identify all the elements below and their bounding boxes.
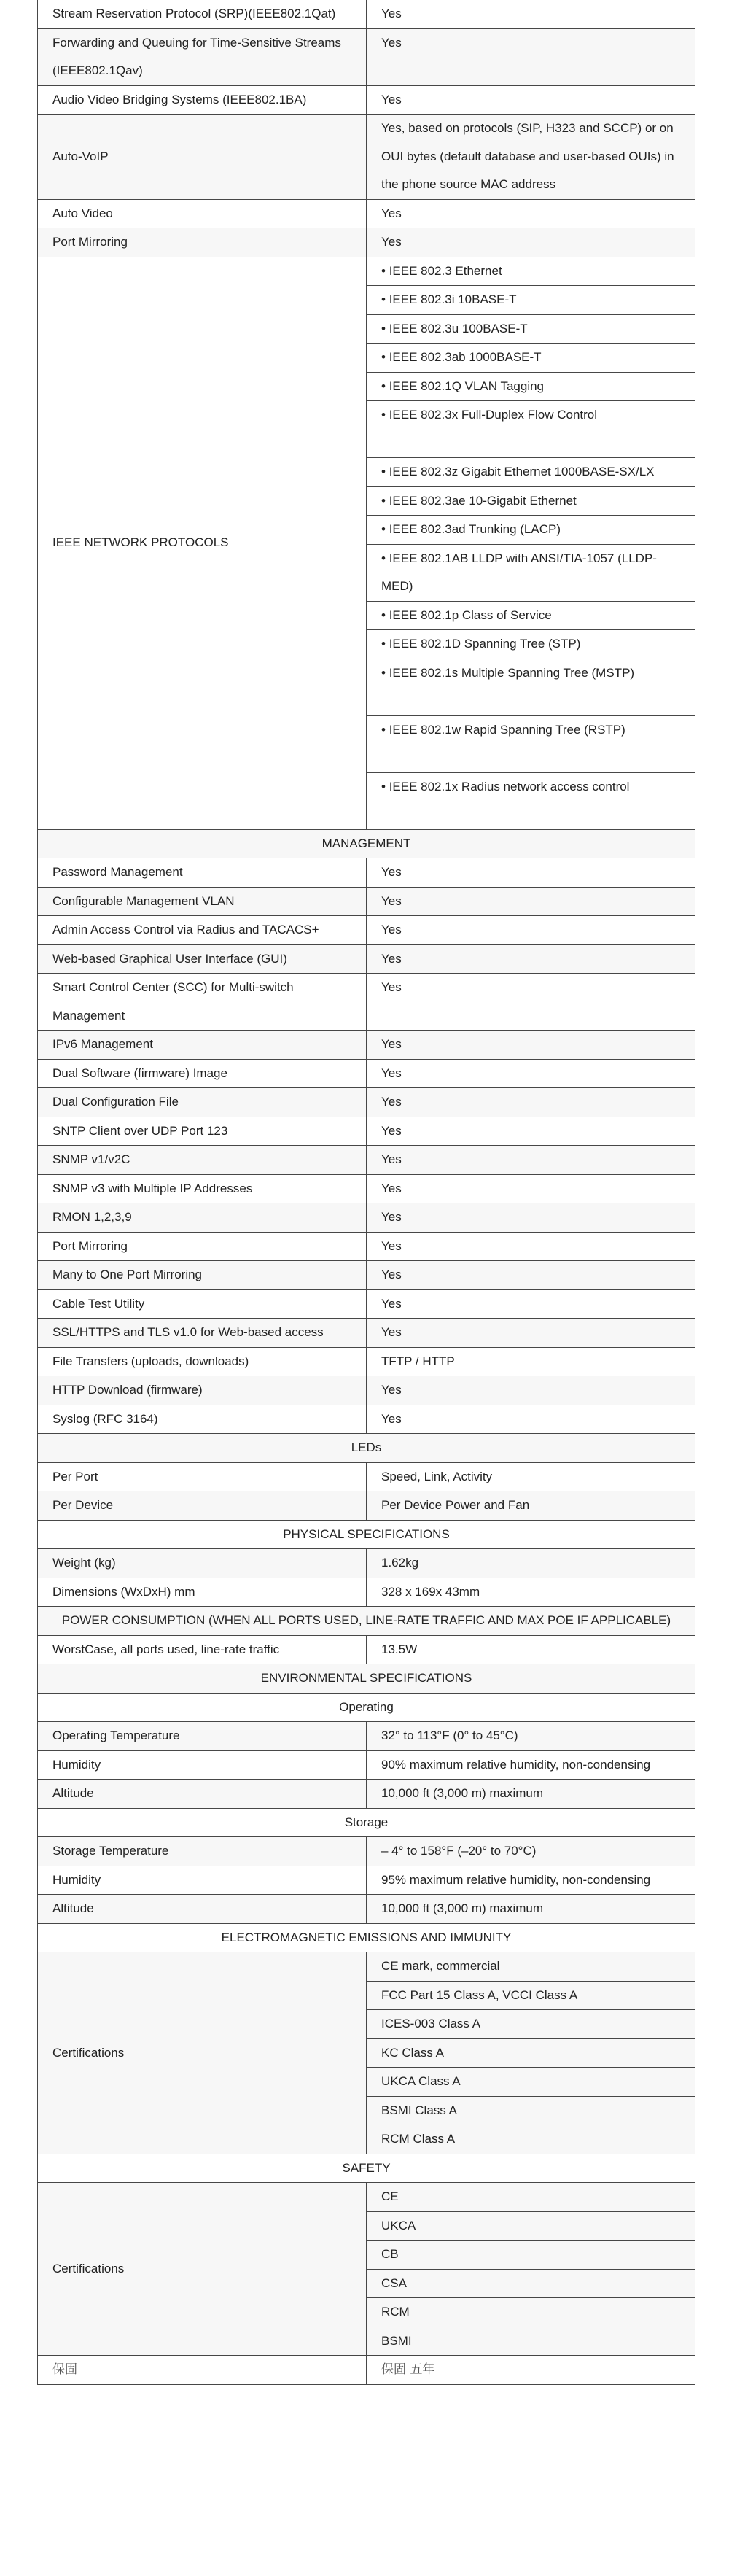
table-row (38, 916, 695, 945)
certification-item: CSA (367, 2269, 695, 2298)
spec-value: Yes (367, 944, 695, 974)
section-title-environmental: ENVIRONMENTAL SPECIFICATIONS (38, 1664, 695, 1694)
section-header-row (38, 1664, 695, 1694)
protocol-item: • IEEE 802.3x Full-Duplex Flow Control (367, 401, 695, 458)
certifications-label: Certifications (38, 2183, 367, 2356)
spec-value: Yes (367, 1174, 695, 1203)
spec-label: Auto-VoIP (38, 115, 367, 200)
subsection-header-row (38, 1693, 695, 1722)
spec-label: Many to One Port Mirroring (38, 1261, 367, 1290)
spec-value: Yes, based on protocols (SIP, H323 and SCCP) or on OUI bytes (default database and user-based OUIs) in the phone source MAC address (367, 115, 695, 200)
table-row (38, 1635, 695, 1664)
table-row (38, 1837, 695, 1866)
certifications-label: Certifications (38, 1952, 367, 2154)
table-row (38, 28, 695, 85)
certification-item: RCM (367, 2298, 695, 2327)
spec-label: Weight (kg) (38, 1549, 367, 1578)
spec-value: 1.62kg (367, 1549, 695, 1578)
spec-value: Yes (367, 1376, 695, 1405)
spec-label: Per Port (38, 1462, 367, 1491)
certification-item: FCC Part 15 Class A, VCCI Class A (367, 1981, 695, 2010)
section-header-row (38, 1434, 695, 1463)
spec-label: WorstCase, all ports used, line-rate traffic (38, 1635, 367, 1664)
section-header-row (38, 1520, 695, 1549)
protocol-item: • IEEE 802.3i 10BASE-T (367, 286, 695, 315)
certification-item: ICES-003 Class A (367, 2010, 695, 2039)
protocol-item: • IEEE 802.1s Multiple Spanning Tree (MSTP) (367, 659, 695, 715)
spec-label: SSL/HTTPS and TLS v1.0 for Web-based access (38, 1319, 367, 1348)
spec-value: Yes (367, 887, 695, 916)
certification-item: CE mark, commercial (367, 1952, 695, 1982)
spec-table (37, 0, 695, 2385)
protocol-item: • IEEE 802.1AB LLDP with ANSI/TIA-1057 (LLDP-MED) (367, 544, 695, 601)
spec-label: Cable Test Utility (38, 1289, 367, 1319)
spec-label: Port Mirroring (38, 1232, 367, 1261)
certification-item: CB (367, 2241, 695, 2270)
table-row (38, 1866, 695, 1895)
spec-label: Altitude (38, 1895, 367, 1924)
spec-value: Yes (367, 228, 695, 257)
spec-label: Password Management (38, 858, 367, 888)
table-row (38, 1146, 695, 1175)
spec-label: Syslog (RFC 3164) (38, 1405, 367, 1434)
spec-value: 10,000 ft (3,000 m) maximum (367, 1780, 695, 1809)
protocol-item: • IEEE 802.1D Spanning Tree (STP) (367, 630, 695, 659)
table-row (38, 1261, 695, 1290)
table-row (38, 1059, 695, 1088)
protocol-item: • IEEE 802.3ad Trunking (LACP) (367, 516, 695, 545)
section-title-power: POWER CONSUMPTION (WHEN ALL PORTS USED, LINE-RATE TRAFFIC AND MAX POE IF APPLICABLE) (38, 1607, 695, 1636)
table-row (38, 1203, 695, 1233)
table-row (38, 2356, 695, 2385)
spec-label: Per Device (38, 1491, 367, 1521)
table-row (38, 974, 695, 1031)
spec-label: Dimensions (WxDxH) mm (38, 1578, 367, 1607)
spec-label: Web-based Graphical User Interface (GUI) (38, 944, 367, 974)
subsection-title-operating: Operating (38, 1693, 695, 1722)
certification-item: CE (367, 2183, 695, 2212)
section-title-safety: SAFETY (38, 2154, 695, 2183)
spec-value: Per Device Power and Fan (367, 1491, 695, 1521)
spec-value: Yes (367, 916, 695, 945)
spec-value: Yes (367, 1088, 695, 1117)
table-row (38, 944, 695, 974)
certification-item: BSMI (367, 2327, 695, 2356)
spec-value: Yes (367, 1117, 695, 1146)
spec-label: Dual Configuration File (38, 1088, 367, 1117)
spec-value: Speed, Link, Activity (367, 1462, 695, 1491)
section-title-leds: LEDs (38, 1434, 695, 1463)
table-row (38, 1376, 695, 1405)
certification-item: RCM Class A (367, 2125, 695, 2154)
spec-label: HTTP Download (firmware) (38, 1376, 367, 1405)
table-row (38, 1722, 695, 1751)
spec-label: Auto Video (38, 199, 367, 228)
spec-label: Admin Access Control via Radius and TACACS+ (38, 916, 367, 945)
protocol-item: • IEEE 802.1Q VLAN Tagging (367, 372, 695, 401)
protocol-item: • IEEE 802.3z Gigabit Ethernet 1000BASE-SX/LX (367, 458, 695, 487)
spec-value: Yes (367, 858, 695, 888)
spec-label: Audio Video Bridging Systems (IEEE802.1BA) (38, 85, 367, 115)
spec-value: 13.5W (367, 1635, 695, 1664)
spec-value: Yes (367, 974, 695, 1031)
table-row (38, 1549, 695, 1578)
section-title-management: MANAGEMENT (38, 829, 695, 858)
table-row (38, 858, 695, 888)
table-row (38, 1319, 695, 1348)
table-row (38, 1289, 695, 1319)
spec-label: Stream Reservation Protocol (SRP)(IEEE802.1Qat) (38, 0, 367, 28)
spec-value: Yes (367, 28, 695, 85)
certification-item: BSMI Class A (367, 2096, 695, 2125)
protocol-item: • IEEE 802.3ab 1000BASE-T (367, 344, 695, 373)
table-row (38, 1232, 695, 1261)
spec-value: Yes (367, 1203, 695, 1233)
table-row (38, 1031, 695, 1060)
table-row (38, 1780, 695, 1809)
warranty-label: 保固 (38, 2356, 367, 2385)
section-header-row (38, 2154, 695, 2183)
table-row (38, 1405, 695, 1434)
protocol-item: • IEEE 802.1w Rapid Spanning Tree (RSTP) (367, 715, 695, 772)
section-header-row (38, 1923, 695, 1952)
table-row (38, 85, 695, 115)
spec-value: Yes (367, 1031, 695, 1060)
table-row (38, 0, 695, 28)
subsection-header-row (38, 1808, 695, 1837)
table-row (38, 2183, 695, 2212)
spec-label: Altitude (38, 1780, 367, 1809)
table-row (38, 199, 695, 228)
spec-value: Yes (367, 85, 695, 115)
spec-label: SNTP Client over UDP Port 123 (38, 1117, 367, 1146)
spec-label: RMON 1,2,3,9 (38, 1203, 367, 1233)
table-row (38, 1895, 695, 1924)
spec-value: Yes (367, 1146, 695, 1175)
protocol-item: • IEEE 802.3ae 10-Gigabit Ethernet (367, 486, 695, 516)
section-header-row (38, 829, 695, 858)
protocol-item: • IEEE 802.3 Ethernet (367, 257, 695, 286)
spec-label: Smart Control Center (SCC) for Multi-switch Management (38, 974, 367, 1031)
table-row (38, 887, 695, 916)
spec-value: 328 x 169x 43mm (367, 1578, 695, 1607)
table-row (38, 1117, 695, 1146)
spec-value: Yes (367, 0, 695, 28)
ieee-protocols-label: IEEE NETWORK PROTOCOLS (38, 257, 367, 829)
spec-value: Yes (367, 1405, 695, 1434)
table-row (38, 228, 695, 257)
spec-value: TFTP / HTTP (367, 1347, 695, 1376)
spec-value: Yes (367, 1319, 695, 1348)
protocol-item: • IEEE 802.1p Class of Service (367, 601, 695, 630)
spec-label: Humidity (38, 1866, 367, 1895)
table-row (38, 1750, 695, 1780)
table-row (38, 1952, 695, 1982)
spec-label: IPv6 Management (38, 1031, 367, 1060)
spec-label: SNMP v1/v2C (38, 1146, 367, 1175)
spec-value: 10,000 ft (3,000 m) maximum (367, 1895, 695, 1924)
spec-value: 32° to 113°F (0° to 45°C) (367, 1722, 695, 1751)
table-row (38, 115, 695, 200)
table-row (38, 1462, 695, 1491)
section-title-physical: PHYSICAL SPECIFICATIONS (38, 1520, 695, 1549)
certification-item: KC Class A (367, 2038, 695, 2068)
warranty-value: 保固 五年 (367, 2356, 695, 2385)
section-header-row (38, 1607, 695, 1636)
spec-value: – 4° to 158°F (–20° to 70°C) (367, 1837, 695, 1866)
certification-item: UKCA (367, 2211, 695, 2241)
spec-value: Yes (367, 1289, 695, 1319)
spec-value: 90% maximum relative humidity, non-condensing (367, 1750, 695, 1780)
protocol-item: • IEEE 802.3u 100BASE-T (367, 314, 695, 344)
subsection-title-storage: Storage (38, 1808, 695, 1837)
table-row (38, 1174, 695, 1203)
table-row (38, 1088, 695, 1117)
protocol-item: • IEEE 802.1x Radius network access control (367, 772, 695, 829)
spec-label: File Transfers (uploads, downloads) (38, 1347, 367, 1376)
table-row (38, 1347, 695, 1376)
spec-label: Configurable Management VLAN (38, 887, 367, 916)
spec-value: Yes (367, 199, 695, 228)
spec-label: Forwarding and Queuing for Time-Sensitive Streams (IEEE802.1Qav) (38, 28, 367, 85)
spec-label: Dual Software (firmware) Image (38, 1059, 367, 1088)
spec-label: SNMP v3 with Multiple IP Addresses (38, 1174, 367, 1203)
table-row (38, 257, 695, 286)
table-row (38, 1578, 695, 1607)
spec-label: Operating Temperature (38, 1722, 367, 1751)
spec-value: Yes (367, 1059, 695, 1088)
table-row (38, 1491, 695, 1521)
spec-value: 95% maximum relative humidity, non-condensing (367, 1866, 695, 1895)
section-title-emissions: ELECTROMAGNETIC EMISSIONS AND IMMUNITY (38, 1923, 695, 1952)
spec-label: Humidity (38, 1750, 367, 1780)
spec-value: Yes (367, 1232, 695, 1261)
spec-label: Port Mirroring (38, 228, 367, 257)
spec-value: Yes (367, 1261, 695, 1290)
spec-label: Storage Temperature (38, 1837, 367, 1866)
certification-item: UKCA Class A (367, 2068, 695, 2097)
